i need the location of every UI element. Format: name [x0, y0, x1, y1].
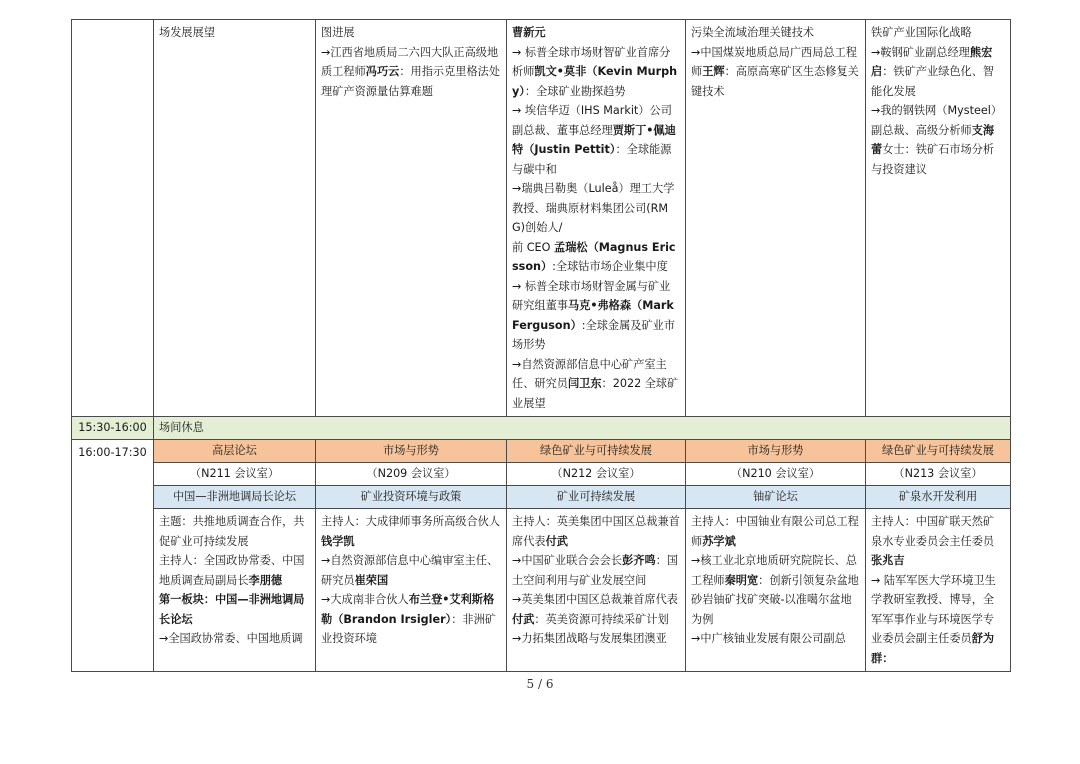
- cell-line: [691, 23, 860, 43]
- cell-line: [512, 551, 680, 590]
- cell-line: [159, 590, 310, 629]
- forum-title: 绿色矿业与可持续发展: [866, 440, 1011, 463]
- room-label: （N211 会议室）: [154, 463, 316, 486]
- line-text: ：高原高寒矿区生态修复关键技术: [691, 65, 859, 98]
- cell-line: [321, 512, 501, 551]
- bold-name: 钱学凯: [321, 534, 355, 548]
- cell-line: [321, 23, 501, 43]
- line-text: →中国矿业联合会会长: [512, 554, 623, 567]
- cell-line: [691, 512, 860, 551]
- forum-row: [72, 440, 1011, 463]
- line-text: →英美集团中国区总裁兼首席代表: [512, 593, 678, 606]
- line-text: 主持人：全国政协常委、中国地质调查局副局长: [159, 554, 305, 587]
- room-label: （N210 会议室）: [686, 463, 866, 486]
- room-row: [72, 463, 1011, 486]
- break-time: 15:30-16:00: [72, 417, 154, 440]
- cell-line: [871, 23, 1005, 43]
- line-text: :全球钴市场企业集中度: [552, 260, 668, 273]
- session-cell: [316, 20, 507, 417]
- forum-title: 市场与形势: [686, 440, 866, 463]
- cell-line: [871, 43, 1005, 102]
- bold-name: 李朋德: [248, 573, 283, 587]
- line-text: ：2022 全球矿业展望: [512, 377, 679, 410]
- session-cell: [686, 509, 866, 672]
- line-text: →自然资源部信息中心矿产室主任、研究员: [512, 357, 667, 390]
- subforum-title: 矿业可持续发展: [507, 486, 686, 509]
- line-text: →力拓集团战略与发展集团澳亚: [512, 632, 667, 645]
- forum-title: 绿色矿业与可持续发展: [507, 440, 686, 463]
- session-cell: [866, 20, 1011, 417]
- bold-name: 崔荣国: [354, 573, 389, 587]
- bold-name: 孟瑞松（Magnus Ericsson）: [512, 240, 676, 273]
- line-text: 主持人：英美集团中国区总裁兼首席代表: [512, 515, 680, 548]
- forum-title: 市场与形势: [316, 440, 507, 463]
- bold-name: 布兰登•艾利斯格勒（Brandon Irsigler）: [321, 593, 495, 626]
- cell-line: [159, 629, 310, 649]
- bold-name: 凯文•莫非（Kevin Murphy）: [512, 65, 678, 98]
- session-cell: [154, 20, 316, 417]
- cell-line: [512, 629, 680, 649]
- line-text: →我的钢铁网（Mysteel）副总裁、高级分析师: [871, 104, 1003, 137]
- line-text: :全球金属及矿业市场形势: [512, 318, 676, 351]
- cell-line: [691, 629, 860, 649]
- line-text: 场发展展望: [159, 26, 215, 39]
- bold-name: 贾斯丁•佩迪特（Justin Pettit）: [512, 123, 676, 156]
- line-text: ：用指示克里格法处理矿产资源量估算难题: [321, 65, 501, 98]
- line-text: 污染全流域治理关键技术: [691, 26, 815, 39]
- cell-line: [871, 512, 1005, 571]
- bold-name: 冯巧云: [365, 65, 400, 78]
- session-cell: [507, 509, 686, 672]
- cell-line: [321, 551, 501, 590]
- bold-name: 闫卫东: [567, 377, 602, 390]
- bold-name: 马克•弗格森（Mark Ferguson）: [512, 299, 674, 332]
- line-text: →中国煤炭地质总局广西局总工程师: [691, 45, 857, 78]
- cell-line: [871, 571, 1005, 669]
- line-text: →大成南非合伙人: [321, 593, 409, 606]
- cell-line: [512, 43, 680, 102]
- cell-line: [512, 23, 680, 43]
- line-text: →中广核铀业发展有限公司副总: [691, 632, 846, 645]
- line-text: ：全球矿业勘探趋势: [524, 84, 626, 98]
- session-cell: [866, 509, 1011, 672]
- bold-name: 彭齐鸣: [622, 554, 656, 567]
- line-text: 前 CEO: [512, 240, 554, 254]
- subforum-title: 矿泉水开发利用: [866, 486, 1011, 509]
- line-text: →核工业北京地质研究院院长、总工程师: [691, 554, 857, 587]
- bold-name: 苏学斌: [702, 534, 736, 548]
- session-row: [72, 509, 1011, 672]
- bold-name: 曹新元: [512, 26, 546, 39]
- session-cell: [154, 509, 316, 672]
- line-text: → 陆军军医大学环境卫生学教研室教授、博导，全军军事作业与环境医学专业委员会副主任委员: [871, 573, 996, 645]
- break-row: [72, 417, 1011, 440]
- cell-line: [159, 551, 310, 590]
- bold-name: 秦明宽: [724, 573, 759, 587]
- page-number: 5 / 6: [526, 677, 554, 691]
- subforum-title: 矿业投资环境与政策: [316, 486, 507, 509]
- cell-line: [871, 101, 1005, 179]
- line-text: →瑞典吕勒奥（Luleå）理工大学教授、瑞典原材料集团公司(RMG)创始人/: [512, 182, 675, 234]
- bold-name: 付武: [512, 612, 535, 626]
- line-text: 铁矿产业国际化战略: [871, 26, 972, 39]
- line-text: ：非洲矿业投资环境: [321, 612, 496, 645]
- forum-title: 高层论坛: [154, 440, 316, 463]
- bold-name: 支海蕾: [871, 123, 995, 156]
- bold-name: 第一板块：中国—非洲地调局长论坛: [159, 593, 305, 626]
- room-label: （N213 会议室）: [866, 463, 1011, 486]
- line-text: →鞍钢矿业副总经理: [871, 45, 970, 59]
- room-label: （N209 会议室）: [316, 463, 507, 486]
- line-text: → 标普全球市场财智矿业首席分析师: [512, 45, 671, 78]
- bold-name: 熊宏启: [871, 45, 993, 78]
- cell-line: [159, 23, 310, 43]
- subforum-title: 铀矿论坛: [686, 486, 866, 509]
- cell-line: [512, 355, 680, 414]
- break-label: 场间休息: [154, 417, 1011, 440]
- line-text: ：国土空间利用与矿业发展空间: [512, 554, 679, 587]
- time-cell: [72, 20, 154, 417]
- cell-line: [512, 238, 680, 277]
- line-text: 主持人：大成律师事务所高级合伙人: [321, 515, 501, 528]
- line-text: ：英美资源可持续采矿计划: [534, 612, 669, 626]
- line-text: →全国政协常委、中国地质调: [159, 632, 303, 645]
- session-cell: [507, 20, 686, 417]
- cell-line: [691, 43, 860, 102]
- line-text: ：创新引领复杂盆地砂岩铀矿找矿突破-以准噶尔盆地为例: [691, 573, 859, 626]
- line-text: → 标普全球市场财智金属与矿业研究组董事: [512, 279, 671, 312]
- bold-name: 张兆吉: [871, 554, 905, 567]
- room-label: （N212 会议室）: [507, 463, 686, 486]
- bold-name: 付武: [545, 534, 568, 548]
- line-text: ：全球能源与碳中和: [512, 143, 672, 176]
- cell-line: [512, 101, 680, 179]
- bold-name: 舒为群：: [871, 632, 995, 665]
- session-cell: [686, 20, 866, 417]
- bold-name: 王辉: [702, 65, 725, 78]
- cell-line: [512, 179, 680, 238]
- cell-line: [512, 590, 680, 629]
- line-text: → 埃信华迈（IHS Markit）公司副总裁、董事总经理: [512, 104, 672, 137]
- line-text: 女士：铁矿石市场分析与投资建议: [871, 143, 995, 176]
- line-text: 图进展: [321, 26, 355, 39]
- schedule-table: [71, 19, 1011, 672]
- subforum-title: 中国—非洲地调局长论坛: [154, 486, 316, 509]
- session-cell: [316, 509, 507, 672]
- line-text: →自然资源部信息中心编审室主任、研究员: [321, 554, 499, 587]
- cell-line: [321, 590, 501, 649]
- line-text: 主持人：中国矿联天然矿泉水专业委员会主任委员: [871, 515, 995, 548]
- cell-line: [512, 512, 680, 551]
- session-time: 16:00-17:30: [72, 440, 154, 672]
- line-text: →江西省地质局二六四大队正高级地质工程师: [321, 45, 499, 78]
- line-text: ：铁矿产业绿色化、智能化发展: [871, 65, 995, 98]
- cell-line: [159, 512, 310, 551]
- continued-row: [72, 20, 1011, 417]
- cell-line: [691, 551, 860, 629]
- line-text: 主题：共推地质调查合作，共促矿业可持续发展: [159, 515, 305, 548]
- cell-line: [321, 43, 501, 102]
- cell-line: [512, 277, 680, 355]
- line-text: 主持人：中国铀业有限公司总工程师: [691, 515, 859, 548]
- subforum-row: [72, 486, 1011, 509]
